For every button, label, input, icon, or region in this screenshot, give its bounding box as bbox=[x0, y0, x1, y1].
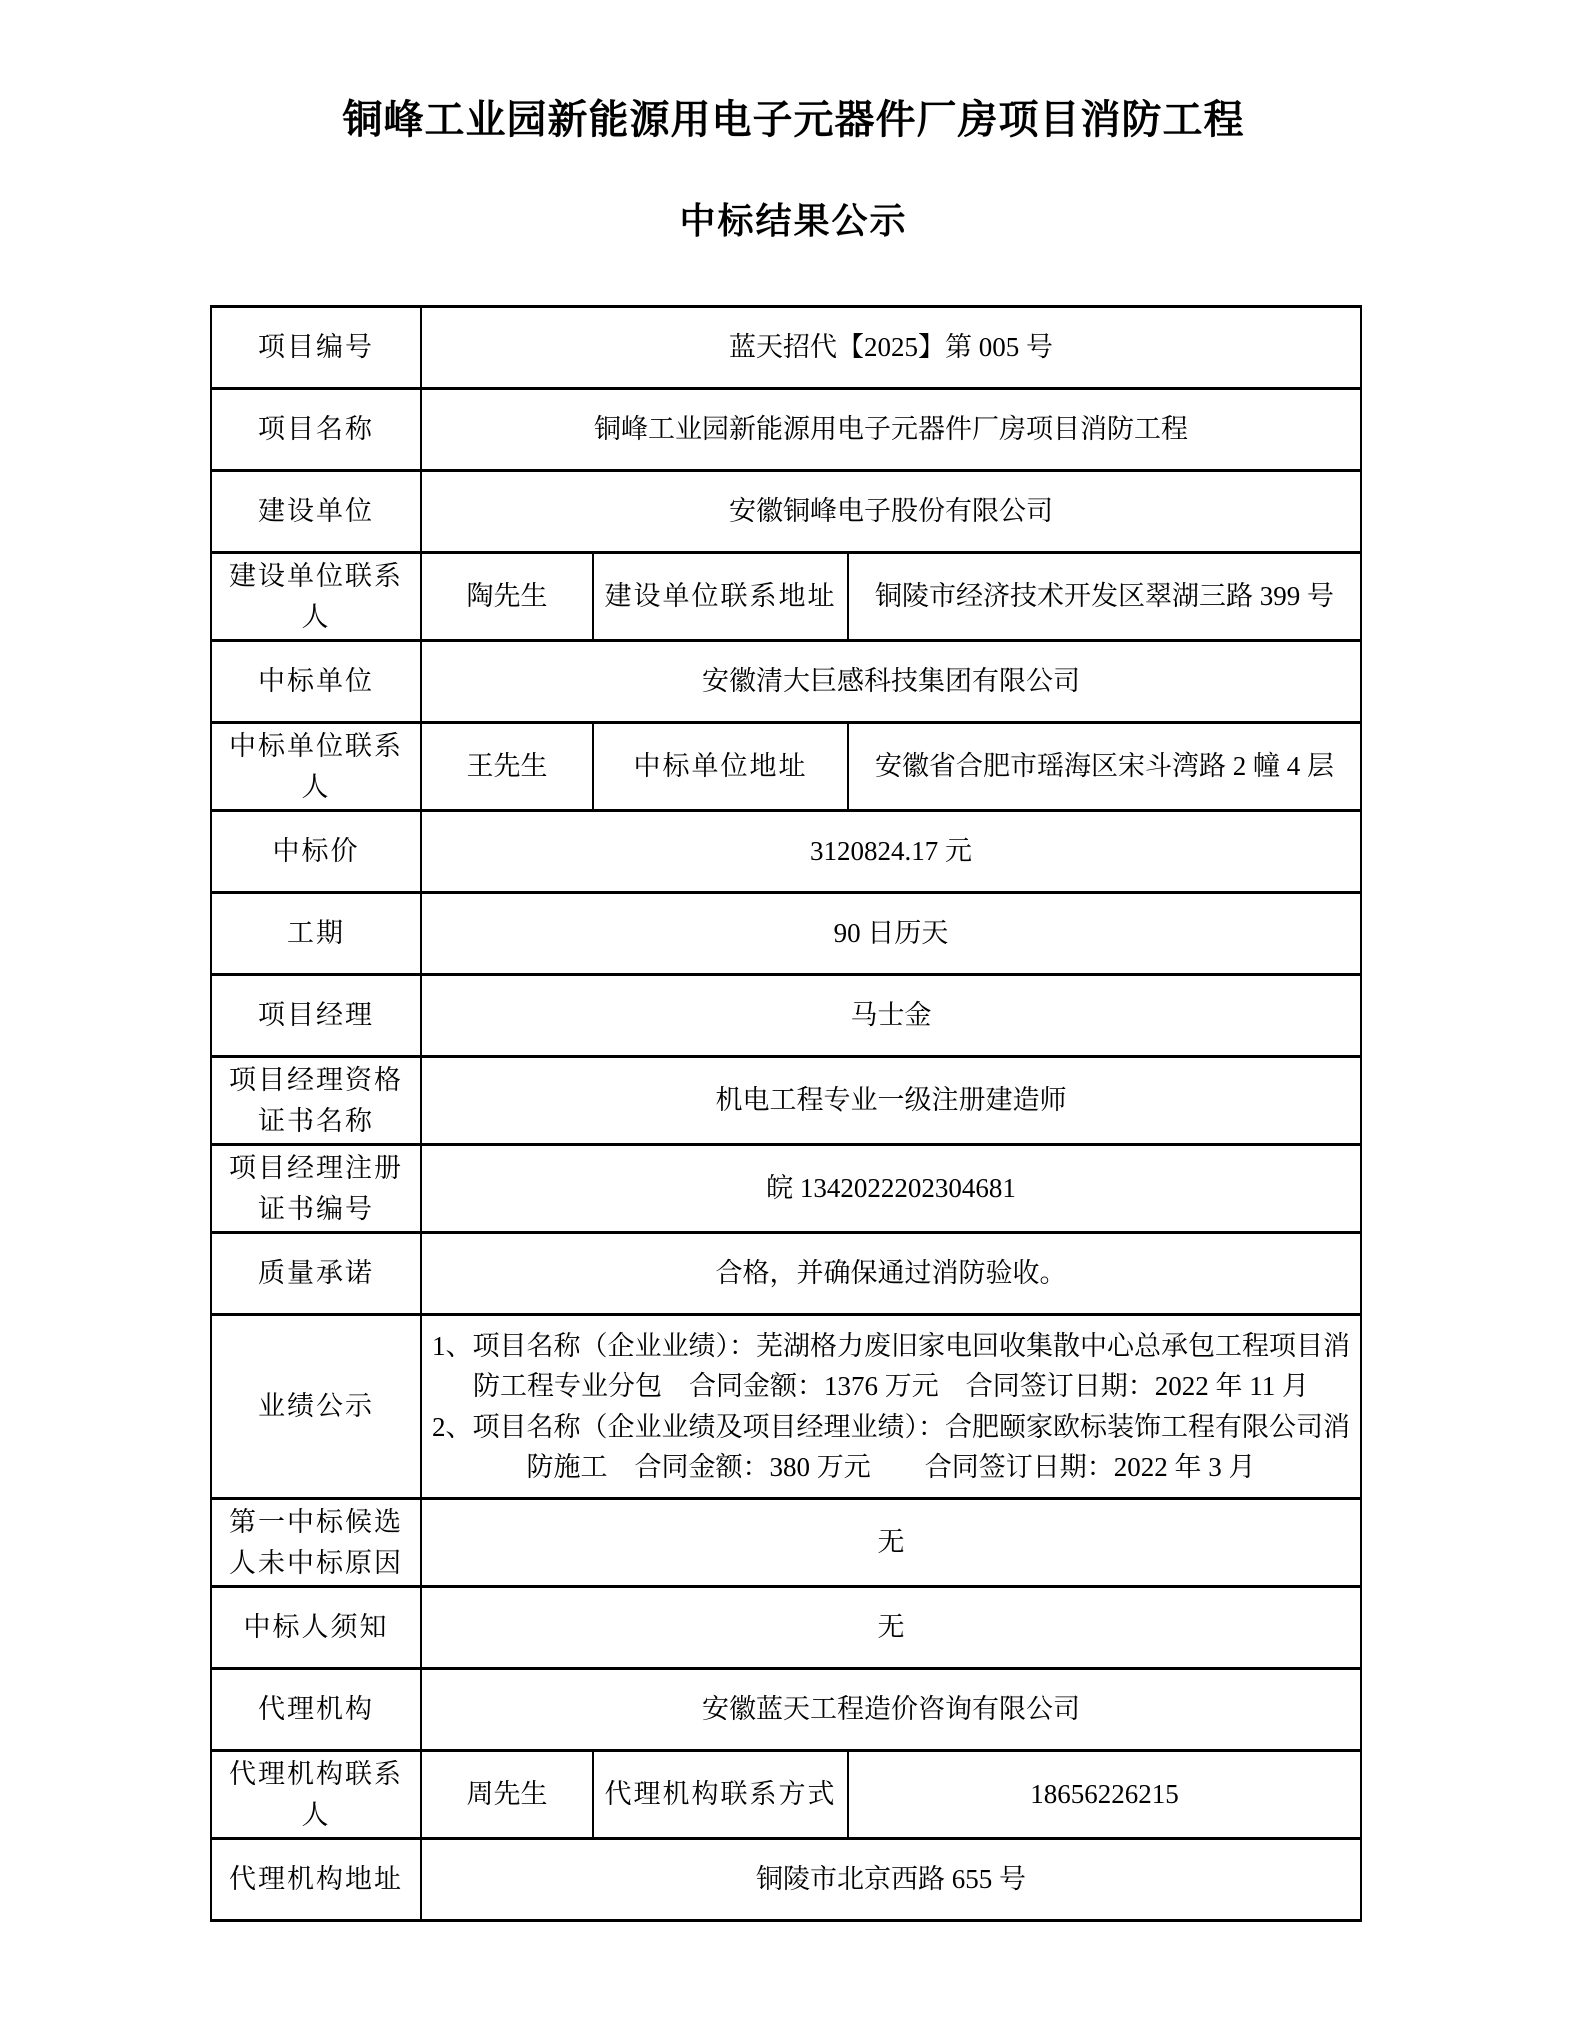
bid-result-table bbox=[210, 305, 1362, 1922]
label-cell: 建设单位 bbox=[211, 471, 421, 553]
value-cell: 周先生 bbox=[421, 1751, 593, 1839]
performance-item: 2、项目名称（企业业绩及项目经理业绩）：合肥颐家欧标装饰工程有限公司消防施工 合同金额：380 万元 合同签订日期：2022 年 3 月 bbox=[432, 1411, 1351, 1483]
label-cell: 项目名称 bbox=[211, 389, 421, 471]
page-title: 铜峰工业园新能源用电子元器件厂房项目消防工程 bbox=[342, 97, 1245, 142]
row-manager-certificate-name bbox=[211, 1057, 1361, 1145]
value-cell: 安徽省合肥市瑶海区宋斗湾路 2 幢 4 层 bbox=[848, 723, 1361, 811]
value-cell: 3120824.17 元 bbox=[421, 811, 1361, 893]
row-winner-contact bbox=[211, 723, 1361, 811]
label-cell: 代理机构地址 bbox=[211, 1839, 421, 1921]
label-cell: 业绩公示 bbox=[211, 1315, 421, 1499]
label-cell: 建设单位联系地址 bbox=[593, 553, 848, 641]
row-owner-unit bbox=[211, 471, 1361, 553]
label-cell: 第一中标候选人未中标原因 bbox=[211, 1499, 421, 1587]
row-duration bbox=[211, 893, 1361, 975]
value-cell: 铜峰工业园新能源用电子元器件厂房项目消防工程 bbox=[421, 389, 1361, 471]
label-cell: 中标单位 bbox=[211, 641, 421, 723]
value-cell: 无 bbox=[421, 1499, 1361, 1587]
row-project-code bbox=[211, 307, 1361, 389]
value-cell: 马士金 bbox=[421, 975, 1361, 1057]
performance-item: 1、项目名称（企业业绩）：芜湖格力废旧家电回收集散中心总承包工程项目消防工程专业分包 合同金额：1376 万元 合同签订日期：2022 年 11 月 bbox=[432, 1330, 1351, 1402]
row-agency bbox=[211, 1669, 1361, 1751]
row-project-manager bbox=[211, 975, 1361, 1057]
value-cell: 无 bbox=[421, 1587, 1361, 1669]
label-cell: 项目经理注册证书编号 bbox=[211, 1145, 421, 1233]
value-cell: 皖 1342022202304681 bbox=[421, 1145, 1361, 1233]
value-cell: 90 日历天 bbox=[421, 893, 1361, 975]
value-cell: 蓝天招代【2025】第 005 号 bbox=[421, 307, 1361, 389]
row-agency-address bbox=[211, 1839, 1361, 1921]
label-cell: 中标人须知 bbox=[211, 1587, 421, 1669]
value-cell: 合格，并确保通过消防验收。 bbox=[421, 1233, 1361, 1315]
value-cell: 安徽蓝天工程造价咨询有限公司 bbox=[421, 1669, 1361, 1751]
label-cell: 中标价 bbox=[211, 811, 421, 893]
row-owner-contact bbox=[211, 553, 1361, 641]
label-cell: 建设单位联系人 bbox=[211, 553, 421, 641]
label-cell: 中标单位联系人 bbox=[211, 723, 421, 811]
row-performance-publicity bbox=[211, 1315, 1361, 1499]
value-cell: 安徽清大巨感科技集团有限公司 bbox=[421, 641, 1361, 723]
label-cell: 质量承诺 bbox=[211, 1233, 421, 1315]
label-cell: 项目经理资格证书名称 bbox=[211, 1057, 421, 1145]
value-cell: 陶先生 bbox=[421, 553, 593, 641]
row-agency-contact bbox=[211, 1751, 1361, 1839]
label-cell: 代理机构联系人 bbox=[211, 1751, 421, 1839]
label-cell: 代理机构联系方式 bbox=[593, 1751, 848, 1839]
value-cell: 安徽铜峰电子股份有限公司 bbox=[421, 471, 1361, 553]
value-cell: 18656226215 bbox=[848, 1751, 1361, 1839]
value-cell bbox=[421, 1315, 1361, 1499]
label-cell: 项目编号 bbox=[211, 307, 421, 389]
label-cell: 代理机构 bbox=[211, 1669, 421, 1751]
row-project-name bbox=[211, 389, 1361, 471]
row-winner-unit bbox=[211, 641, 1361, 723]
value-cell: 铜陵市北京西路 655 号 bbox=[421, 1839, 1361, 1921]
row-quality-commitment bbox=[211, 1233, 1361, 1315]
row-manager-certificate-number bbox=[211, 1145, 1361, 1233]
label-cell: 项目经理 bbox=[211, 975, 421, 1057]
row-winner-notice bbox=[211, 1587, 1361, 1669]
row-first-candidate-fail-reason bbox=[211, 1499, 1361, 1587]
label-cell: 中标单位地址 bbox=[593, 723, 848, 811]
label-cell: 工期 bbox=[211, 893, 421, 975]
value-cell: 铜陵市经济技术开发区翠湖三路 399 号 bbox=[848, 553, 1361, 641]
value-cell: 机电工程专业一级注册建造师 bbox=[421, 1057, 1361, 1145]
row-bid-price bbox=[211, 811, 1361, 893]
value-cell: 王先生 bbox=[421, 723, 593, 811]
page-subtitle: 中标结果公示 bbox=[679, 201, 908, 241]
